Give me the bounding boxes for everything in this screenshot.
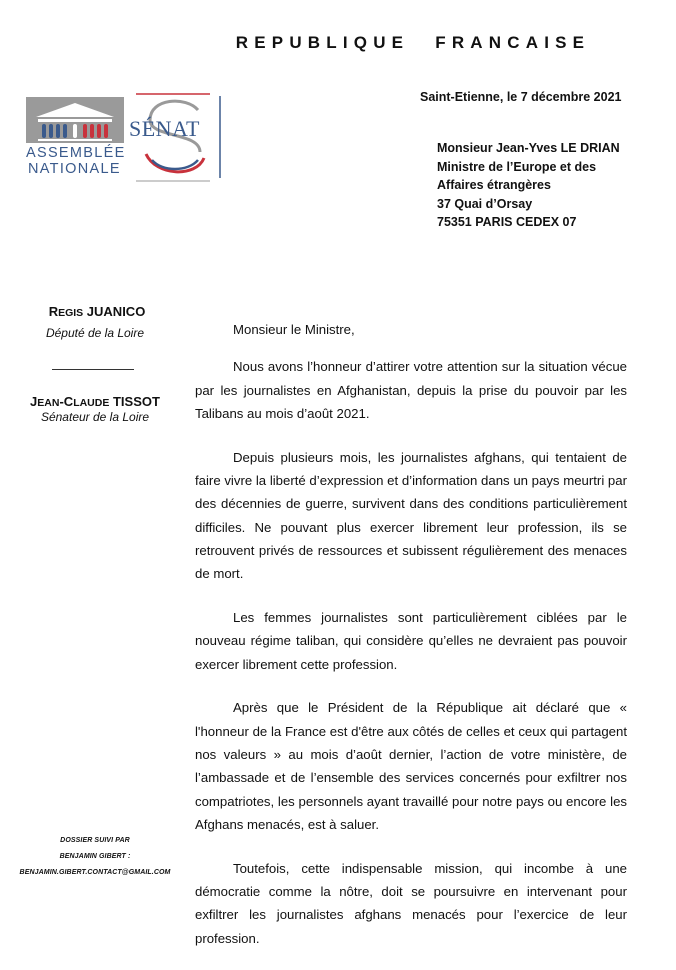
body-paragraph: Les femmes journalistes sont particulièrement ciblées par le nouveau régime taliban, qui considère qu’elles ne devraient pas pouvoir exercer librement cette profession. <box>195 609 627 672</box>
title-word-2: FRANCAISE <box>435 33 591 52</box>
contact-email: BENJAMIN.GIBERT.CONTACT@GMAIL.COM <box>19 869 171 876</box>
recipient-address <box>437 139 620 232</box>
recipient-line: Ministre de l’Europe et des <box>437 159 597 174</box>
body-paragraph: Nous avons l’honneur d’attirer votre attention sur la situation vécue par les journalistes en Afghanistan, depuis la prise du pouvoir par les Talibans au mois d’août 2021. <box>195 359 627 421</box>
recipient-line: 37 Quai d’Orsay <box>437 196 533 211</box>
recipient-line: 75351 PARIS CEDEX 07 <box>437 215 577 229</box>
salutation: Monsieur le Ministre, <box>233 322 355 337</box>
recipient-line: Affaires étrangères <box>437 178 551 192</box>
contact-line: BENJAMIN GIBERT : <box>59 853 131 860</box>
assemblee-building-icon <box>26 97 124 143</box>
body-paragraph: Après que le Président de la République ait déclaré que « l'honneur de la France est d'être aux côtés de celles et ceux qui partagent nos valeurs » au mois d’août dernier, l’action de votre ministère, de l’ambassade et de l’ensemble des services concernés pour exfiltrer nos compatriotes, les personnels ayant travaillé pour notre pays ou encore les Afghans menacés, est à saluer. <box>195 700 627 832</box>
signatory-2-name: JEAN-CLAUDE TISSOT <box>30 394 160 409</box>
recipient-line: Monsieur Jean-Yves LE DRIAN <box>437 141 620 155</box>
signatory-1-role: Député de la Loire <box>45 326 145 340</box>
contact-line: DOSSIER SUIVI PAR <box>60 837 130 844</box>
signatory-2-role: Sénateur de la Loire <box>40 410 150 424</box>
body-paragraph: Toutefois, cette indispensable mission, qui incombe à une démocratie comme la nôtre, doit se poursuivre en intervenant pour exfiltrer les journalistes afghans menacés pour l’exercice de leur profession. <box>195 860 627 946</box>
letter-body <box>195 318 627 970</box>
letterhead-title <box>0 33 676 53</box>
file-contact <box>0 833 190 881</box>
assemblee-label-2: NATIONALE <box>28 161 121 177</box>
senat-logo <box>126 92 222 184</box>
signatory-divider <box>52 369 134 370</box>
assemblee-nationale-logo <box>26 97 124 183</box>
date-line: Saint-Etienne, le 7 décembre 2021 <box>420 90 622 104</box>
body-paragraph: Depuis plusieurs mois, les journalistes afghans, qui tentaient de faire vivre la liberté d’expression et d’information dans un pays meurtri par des décennies de guerre, survivent dans des conditions particulièrement difficiles. Ne pouvant plus exercer librement leur profession, ils se retrouvent privés de ressources et subissent régulièrement des menaces de mort. <box>195 449 627 582</box>
assemblee-label-1: ASSEMBLÉE <box>26 145 126 161</box>
signatory-1-name: REGIS JUANICO <box>48 304 146 319</box>
title-word-1: REPUBLIQUE <box>235 33 410 52</box>
senat-label: SÉNAT <box>129 116 200 141</box>
